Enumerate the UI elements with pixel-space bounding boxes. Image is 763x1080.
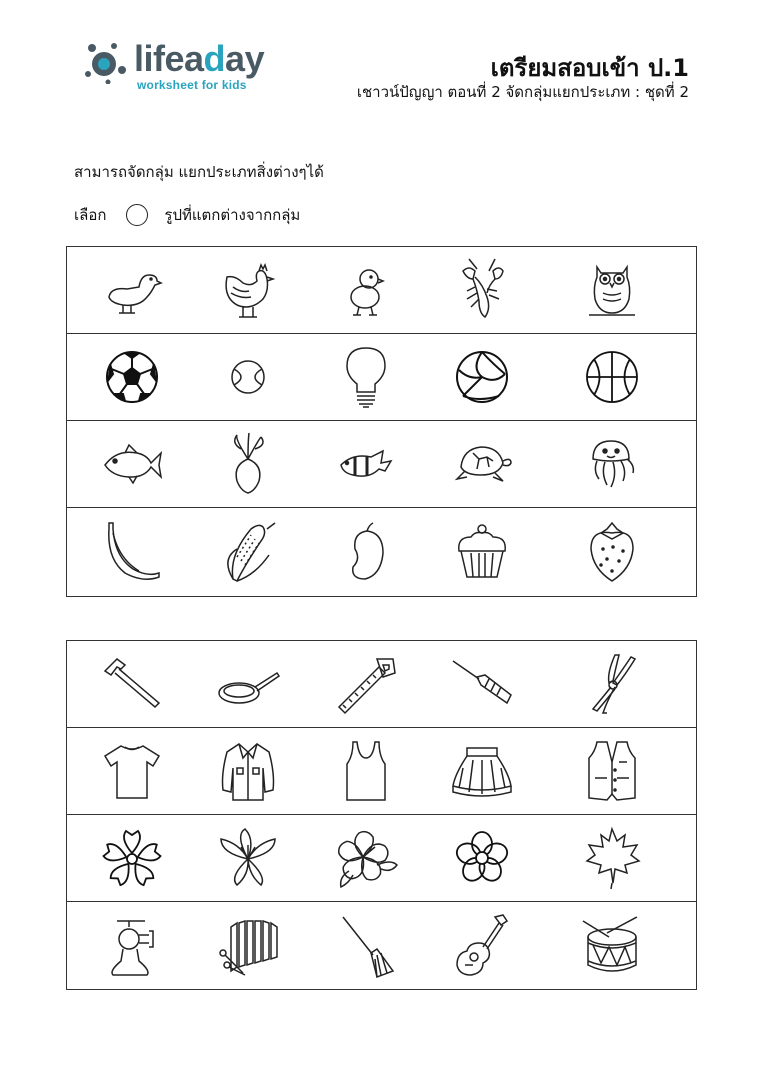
choice-cell[interactable] bbox=[311, 902, 421, 990]
choice-cell[interactable] bbox=[557, 421, 667, 507]
banana-icon bbox=[99, 519, 165, 585]
guitar-icon bbox=[449, 913, 515, 979]
choice-cell[interactable] bbox=[427, 334, 537, 420]
duck-icon bbox=[99, 257, 165, 323]
choice-cell[interactable] bbox=[311, 334, 421, 420]
choice-cell[interactable] bbox=[427, 728, 537, 814]
logo-tagline: worksheet for kids bbox=[137, 78, 247, 92]
strawberry-icon bbox=[579, 519, 645, 585]
choice-cell[interactable] bbox=[557, 815, 667, 901]
maple-leaf-icon bbox=[579, 825, 645, 891]
choice-cell[interactable] bbox=[77, 902, 187, 990]
choice-cell[interactable] bbox=[427, 815, 537, 901]
lobster-icon bbox=[449, 257, 515, 323]
shirt-icon bbox=[215, 738, 281, 804]
choice-cell[interactable] bbox=[427, 641, 537, 727]
tank-top-icon bbox=[333, 738, 399, 804]
choice-cell[interactable] bbox=[193, 247, 303, 333]
choice-cell[interactable] bbox=[77, 641, 187, 727]
hammer-icon bbox=[99, 651, 165, 717]
logo bbox=[82, 38, 282, 98]
choice-cell[interactable] bbox=[193, 815, 303, 901]
choice-cell[interactable] bbox=[193, 728, 303, 814]
question-row bbox=[67, 421, 696, 508]
five-petal-flower-icon bbox=[449, 825, 515, 891]
skirt-icon bbox=[449, 738, 515, 804]
clownfish-icon bbox=[333, 431, 399, 497]
cupcake-icon bbox=[449, 519, 515, 585]
hen-icon bbox=[215, 257, 281, 323]
fish-icon bbox=[99, 431, 165, 497]
choice-cell[interactable] bbox=[77, 247, 187, 333]
choice-cell[interactable] bbox=[311, 641, 421, 727]
choice-cell[interactable] bbox=[427, 508, 537, 596]
question-row bbox=[67, 815, 696, 902]
turtle-icon bbox=[449, 431, 515, 497]
question-panel-2 bbox=[66, 640, 697, 990]
vest-icon bbox=[579, 738, 645, 804]
choice-cell[interactable] bbox=[193, 508, 303, 596]
choice-cell[interactable] bbox=[557, 334, 667, 420]
logo-wordmark: lifeaday bbox=[134, 38, 265, 79]
question-row bbox=[67, 508, 696, 596]
choice-cell[interactable] bbox=[311, 815, 421, 901]
question-row bbox=[67, 247, 696, 334]
question-row bbox=[67, 334, 696, 421]
page-title: เตรียมสอบเข้า ป.1 bbox=[490, 54, 689, 82]
choice-cell[interactable] bbox=[77, 421, 187, 507]
choice-cell[interactable] bbox=[311, 508, 421, 596]
molecule-logo-icon bbox=[82, 40, 132, 84]
choice-cell[interactable] bbox=[193, 421, 303, 507]
choice-cell[interactable] bbox=[77, 508, 187, 596]
trumpet-icon bbox=[99, 913, 165, 979]
chick-icon bbox=[333, 257, 399, 323]
question-row bbox=[67, 902, 696, 990]
basketball-icon bbox=[579, 344, 645, 410]
tennis-ball-icon bbox=[215, 344, 281, 410]
choice-cell[interactable] bbox=[77, 334, 187, 420]
saw-icon bbox=[333, 651, 399, 717]
question-row bbox=[67, 641, 696, 728]
soccer-ball-icon bbox=[99, 344, 165, 410]
choice-cell[interactable] bbox=[77, 728, 187, 814]
beetroot-icon bbox=[215, 431, 281, 497]
choice-cell[interactable] bbox=[193, 902, 303, 990]
choice-cell[interactable] bbox=[427, 247, 537, 333]
lily-flower-icon bbox=[215, 825, 281, 891]
choice-cell[interactable] bbox=[427, 902, 537, 990]
drum-icon bbox=[579, 913, 645, 979]
choice-cell[interactable] bbox=[557, 508, 667, 596]
hibiscus-flower-icon bbox=[333, 825, 399, 891]
light-bulb-icon bbox=[333, 344, 399, 410]
select-rest: รูปที่แตกต่างจากกลุ่ม bbox=[164, 206, 301, 224]
choice-cell[interactable] bbox=[193, 641, 303, 727]
instruction-text: สามารถจัดกลุ่ม แยกประเภทสิ่งต่างๆได้ bbox=[74, 163, 324, 181]
mango-icon bbox=[333, 519, 399, 585]
broom-icon bbox=[333, 913, 399, 979]
page-subtitle: เชาวน์ปัญญา ตอนที่ 2 จัดกลุ่มแยกประเภท : ชุดที่ 2 bbox=[356, 83, 689, 101]
question-row bbox=[67, 728, 696, 815]
tshirt-icon bbox=[99, 738, 165, 804]
instruction-select bbox=[74, 203, 300, 227]
choice-cell[interactable] bbox=[311, 247, 421, 333]
select-label: เลือก bbox=[74, 206, 107, 224]
question-panel-1 bbox=[66, 246, 697, 597]
xylophone-icon bbox=[215, 913, 281, 979]
owl-icon bbox=[579, 257, 645, 323]
choice-cell[interactable] bbox=[557, 728, 667, 814]
choice-cell[interactable] bbox=[77, 815, 187, 901]
volleyball-icon bbox=[449, 344, 515, 410]
choice-cell[interactable] bbox=[427, 421, 537, 507]
choice-cell[interactable] bbox=[311, 728, 421, 814]
frying-pan-icon bbox=[215, 651, 281, 717]
choice-cell[interactable] bbox=[193, 334, 303, 420]
choice-cell[interactable] bbox=[557, 641, 667, 727]
choice-cell[interactable] bbox=[311, 421, 421, 507]
pliers-icon bbox=[579, 651, 645, 717]
choice-cell[interactable] bbox=[557, 902, 667, 990]
jellyfish-icon bbox=[579, 431, 645, 497]
corn-icon bbox=[215, 519, 281, 585]
circle-icon bbox=[126, 204, 148, 226]
choice-cell[interactable] bbox=[557, 247, 667, 333]
screwdriver-icon bbox=[449, 651, 515, 717]
sakura-flower-icon bbox=[99, 825, 165, 891]
